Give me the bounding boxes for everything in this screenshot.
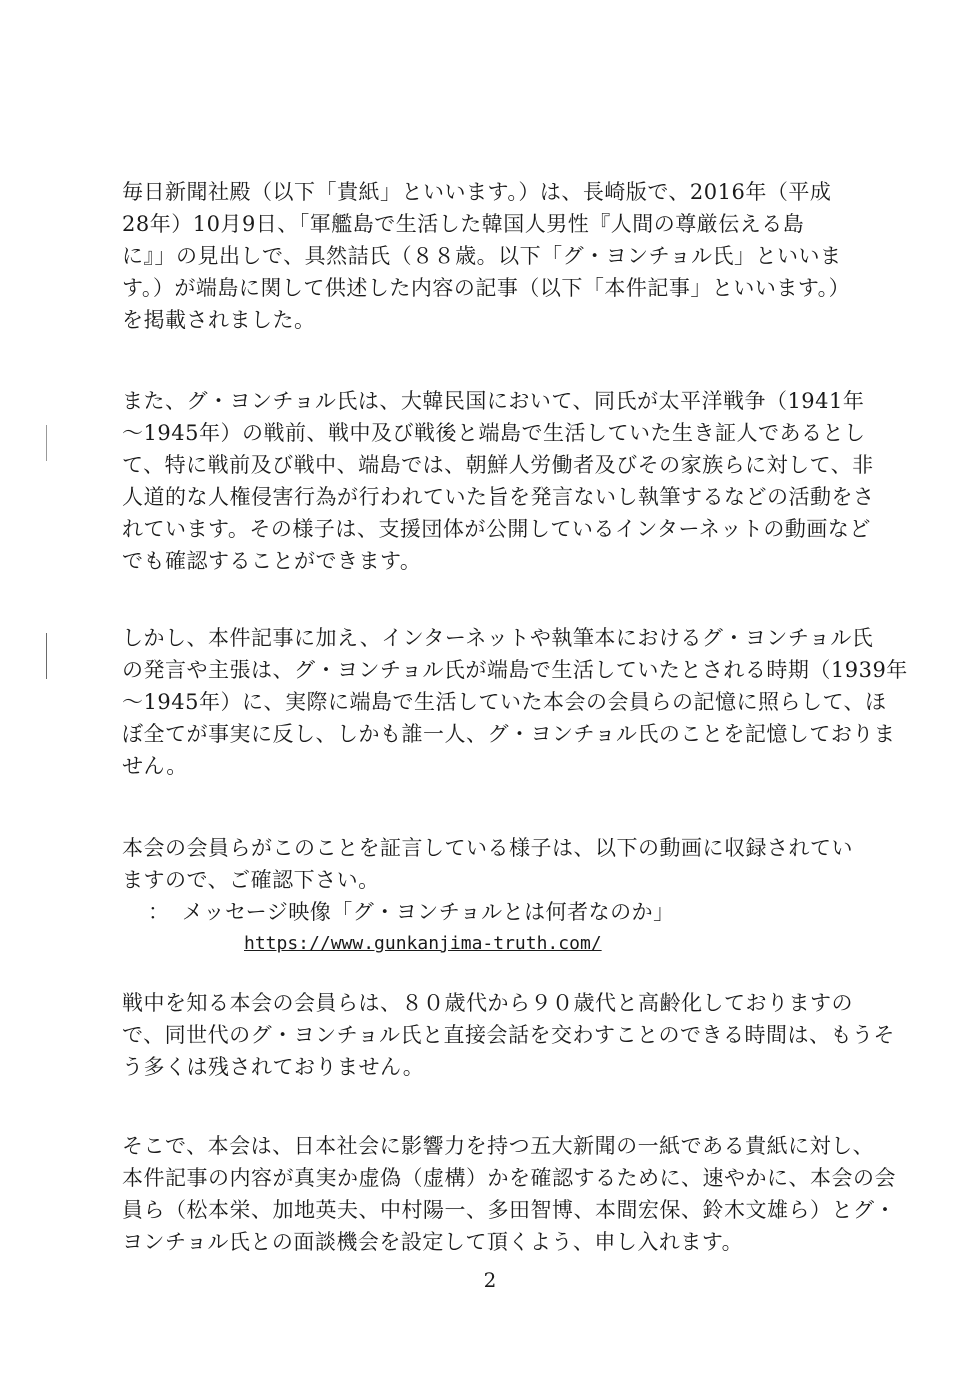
video-reference [148,896,675,928]
scan-artifact [46,425,47,461]
video-title: メッセージ映像「グ・ヨンチョルとは何者なのか」 [182,900,675,924]
paragraph-testimony-video [122,832,853,896]
paragraph-article-summary [122,176,851,336]
text-line: 本件記事の内容が真実か虚偽（虚構）かを確認するために、速やかに、本会の会 [122,1166,896,1190]
page-number: 2 [483,1268,497,1292]
paragraph-request [122,1130,896,1258]
text-line: の発言や主張は、グ・ヨンチョル氏が端島で生活していたとされる時期（1939年 [122,658,908,682]
scan-artifact [46,633,47,679]
text-line: ぼ全てが事実に反し、しかも誰一人、グ・ヨンチョル氏のことを記憶しておりま [122,722,896,746]
text-line: て、特に戦前及び戦中、端島では、朝鮮人労働者及びその家族らに対して、非 [122,453,874,477]
text-line: ヨンチョル氏との面談機会を設定して頂くよう、申し入れます。 [122,1230,744,1254]
paragraph-aging-members [122,987,895,1083]
text-line: また、グ・ヨンチョル氏は、大韓民国において、同氏が太平洋戦争（1941年 [122,389,865,413]
text-line: ～1945年）に、実際に端島で生活していた本会の会員らの記憶に照らして、ほ [122,690,887,714]
text-line: ～1945年）の戦前、戦中及び戦後と端島で生活していた生き証人であるとし [122,421,866,445]
text-line: 毎日新聞社殿（以下「貴紙」といいます。）は、長崎版で、2016年（平成 [122,180,832,204]
text-line: う多くは残されておりません。 [122,1055,425,1079]
text-line: そこで、本会は、日本社会に影響力を持つ五大新聞の一紙である貴紙に対し、 [122,1134,875,1158]
text-line: しかし、本件記事に加え、インターネットや執筆本におけるグ・ヨンチョル氏 [122,626,874,650]
text-line: 28年）10月9日、「軍艦島で生活した韓国人男性『人間の尊厳伝える島 [122,212,805,236]
paragraph-activities [122,385,875,577]
text-line: 本会の会員らがこのことを証言している様子は、以下の動画に収録されてい [122,836,853,860]
text-line: に』」の見出しで、具然詰氏（８８歳。以下「グ・ヨンチョル氏」といいま [122,244,842,268]
reference-marker: ： [148,900,170,924]
text-line: 人道的な人権侵害行為が行われていた旨を発言ないし執筆するなどの活動をさ [122,485,875,509]
text-line: せん。 [122,754,188,778]
text-line: でも確認することができます。 [122,549,422,573]
text-line: で、同世代のグ・ヨンチョル氏と直接会話を交わすことのできる時間は、もうそ [122,1023,895,1047]
text-line: れています。その様子は、支援団体が公開しているインターネットの動画など [122,517,871,541]
video-url-link[interactable]: https://www.gunkanjima-truth.com/ [244,933,602,954]
text-line: ますので、ご確認下さい。 [122,868,380,892]
text-line: 員ら（松本栄、加地英夫、中村陽一、多田智博、本間宏保、鈴木文雄ら）とグ・ [122,1198,896,1222]
text-line: す。）が端島に関して供述した内容の記事（以下「本件記事」といいます。） [122,276,851,300]
text-line: 戦中を知る本会の会員らは、８０歳代から９０歳代と高齢化しておりますの [122,991,853,1015]
paragraph-rebuttal [122,622,908,782]
text-line: を掲載されました。 [122,308,316,332]
